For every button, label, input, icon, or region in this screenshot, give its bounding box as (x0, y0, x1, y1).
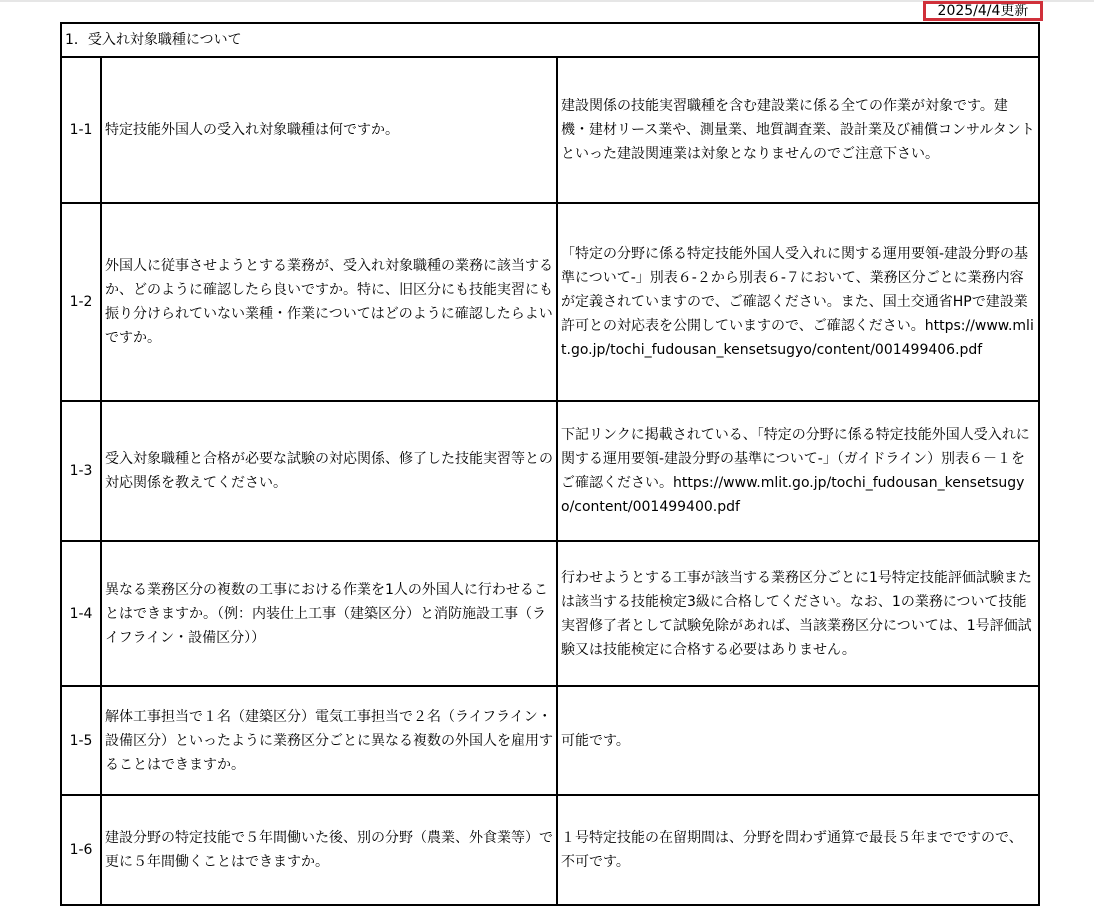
question-number: 1-3 (61, 401, 101, 541)
table-row (61, 401, 1039, 541)
question-cell: 受入対象職種と合格が必要な試験の対応関係、修了した技能実習等との対応関係を教えてください。 (101, 401, 557, 541)
answer-cell: 行わせようとする工事が該当する業務区分ごとに1号特定技能評価試験または該当する技能検定3級に合格してください。なお、1の業務について技能実習修了者として試験免除があれば、当該業務区分については、1号評価試験又は技能検定に合格する必要はありません。 (557, 541, 1039, 686)
question-number: 1-4 (61, 541, 101, 686)
table-row (61, 203, 1039, 401)
answer-cell: 可能です。 (557, 686, 1039, 795)
answer-cell: 下記リンクに掲載されている、「特定の分野に係る特定技能外国人受入れに関する運用要領-建設分野の基準について-」（ガイドライン）別表６－１をご確認ください。https://www.mlit.go.jp/tochi_fudousan_kensetsugyo/content/001499400.pdf (557, 401, 1039, 541)
update-date-badge: 2025/4/4更新 (923, 1, 1043, 21)
faq-table (60, 22, 1040, 906)
table-row (61, 541, 1039, 686)
question-number: 1-5 (61, 686, 101, 795)
question-cell: 建設分野の特定技能で５年間働いた後、別の分野（農業、外食業等）で更に５年間働くことはできますか。 (101, 795, 557, 905)
question-number: 1-6 (61, 795, 101, 905)
question-cell: 特定技能外国人の受入れ対象職種は何ですか。 (101, 57, 557, 203)
table-row (61, 795, 1039, 905)
question-cell: 外国人に従事させようとする業務が、受入れ対象職種の業務に該当するか、どのように確認したら良いですか。特に、旧区分にも技能実習にも振り分けられていない業種・作業についてはどのように確認したらよいですか。 (101, 203, 557, 401)
answer-cell: 「特定の分野に係る特定技能外国人受入れに関する運用要領-建設分野の基準について-」別表６-２から別表６-７において、業務区分ごとに業務内容が定義されていますので、ご確認ください。また、国土交通省HPで建設業許可との対応表を公開していますので、ご確認ください。https://www.mlit.go.jp/tochi_fudousan_kensetsugyo/content/001499406.pdf (557, 203, 1039, 401)
section-title: 1．受入れ対象職種について (61, 23, 1039, 57)
answer-cell: １号特定技能の在留期間は、分野を問わず通算で最長５年までですので、不可です。 (557, 795, 1039, 905)
section-header-row (61, 23, 1039, 57)
table-row (61, 686, 1039, 795)
question-number: 1-2 (61, 203, 101, 401)
table-row (61, 57, 1039, 203)
question-number: 1-1 (61, 57, 101, 203)
question-cell: 異なる業務区分の複数の工事における作業を1人の外国人に行わせることはできますか。（例：内装仕上工事（建築区分）と消防施設工事（ライフライン・設備区分）） (101, 541, 557, 686)
question-cell: 解体工事担当で１名（建築区分）電気工事担当で２名（ライフライン・設備区分）といったように業務区分ごとに異なる複数の外国人を雇用することはできますか。 (101, 686, 557, 795)
answer-cell: 建設関係の技能実習職種を含む建設業に係る全ての作業が対象です。建機・建材リース業や、測量業、地質調査業、設計業及び補償コンサルタントといった建設関連業は対象となりませんのでご注意下さい。 (557, 57, 1039, 203)
